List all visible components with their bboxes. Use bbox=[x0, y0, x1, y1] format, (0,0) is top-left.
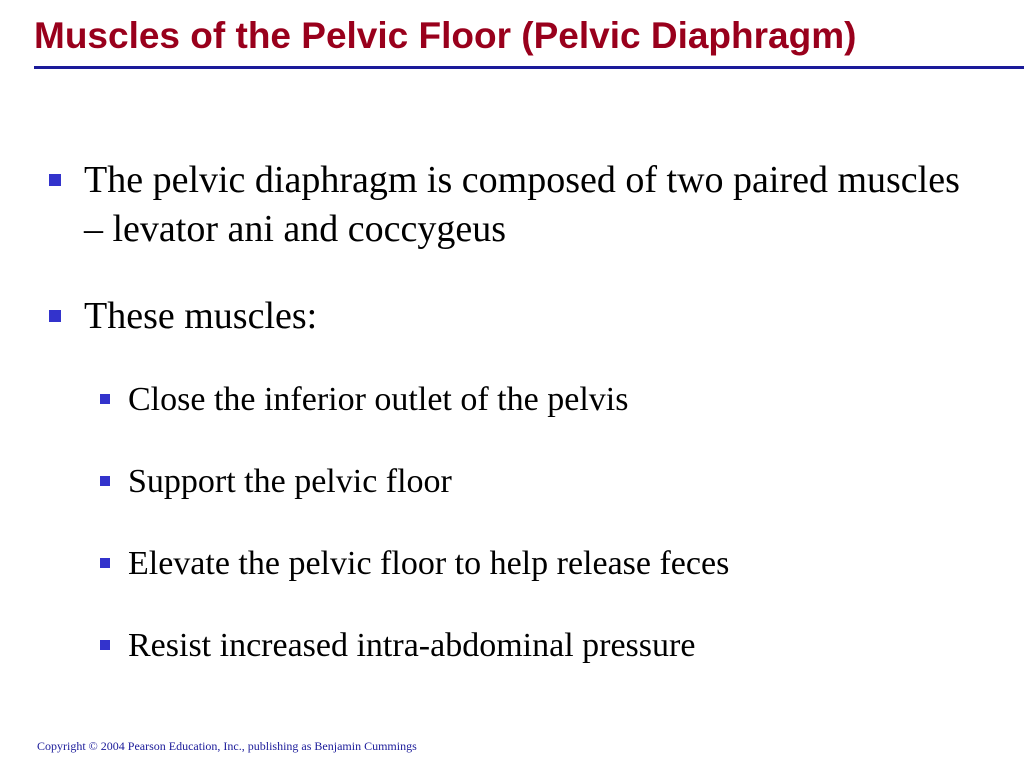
bullet-text: These muscles: bbox=[84, 295, 318, 337]
bullet-item bbox=[84, 292, 984, 341]
sub-bullet-item bbox=[128, 460, 988, 504]
square-bullet-icon bbox=[100, 640, 110, 650]
bullet-text: The pelvic diaphragm is composed of two paired muscles – levator ani and coccygeus bbox=[84, 159, 960, 250]
copyright-footer: Copyright © 2004 Pearson Education, Inc., publishing as Benjamin Cummings bbox=[37, 739, 417, 753]
square-bullet-icon bbox=[100, 394, 110, 404]
sub-bullet-item bbox=[128, 624, 988, 668]
sub-bullet-text: Elevate the pelvic floor to help release feces bbox=[128, 545, 730, 582]
square-bullet-icon bbox=[49, 310, 61, 322]
sub-bullet-item bbox=[128, 378, 988, 422]
square-bullet-icon bbox=[100, 558, 110, 568]
square-bullet-icon bbox=[49, 174, 61, 186]
sub-bullet-item bbox=[128, 542, 988, 586]
sub-bullet-text: Resist increased intra-abdominal pressure bbox=[128, 627, 696, 664]
slide-title: Muscles of the Pelvic Floor (Pelvic Diaphragm) bbox=[34, 15, 857, 56]
sub-bullet-text: Close the inferior outlet of the pelvis bbox=[128, 381, 629, 418]
bullet-item bbox=[84, 156, 984, 254]
square-bullet-icon bbox=[100, 476, 110, 486]
sub-bullet-text: Support the pelvic floor bbox=[128, 463, 452, 500]
